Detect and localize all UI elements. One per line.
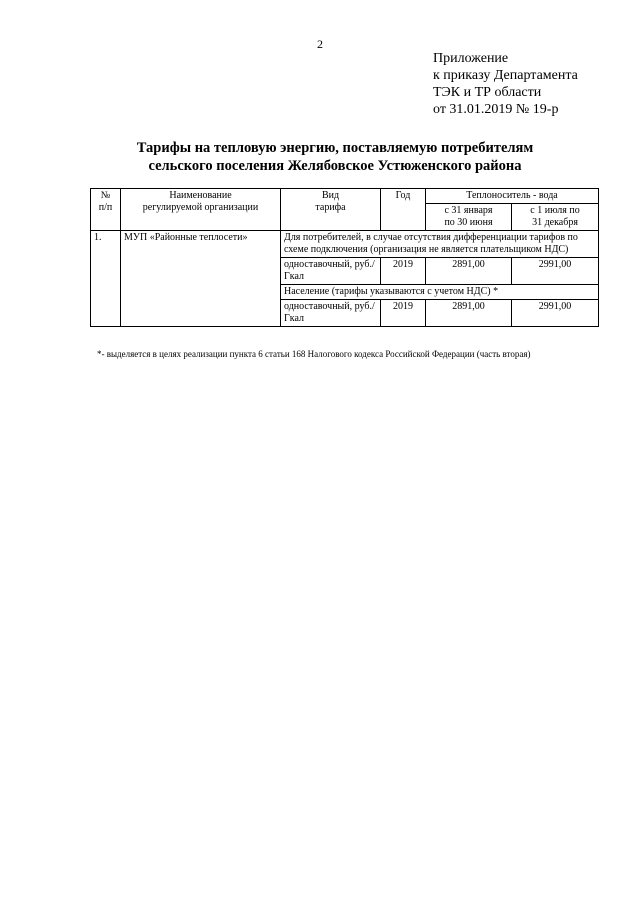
appendix-line-1: Приложение xyxy=(433,51,509,66)
group-2-year: 2019 xyxy=(381,300,426,327)
header-carrier: Теплоноситель - вода xyxy=(426,189,599,204)
appendix-line-3: ТЭК и ТР области xyxy=(433,85,542,100)
row-num: 1. xyxy=(91,231,121,327)
title-line-1: Тарифы на тепловую энергию, поставляемую потребителям xyxy=(136,140,534,156)
header-org: Наименование регулируемой организации xyxy=(121,189,281,231)
group-2-value-1: 2891,00 xyxy=(426,300,512,327)
appendix-line-2: к приказу Департамента xyxy=(433,68,578,83)
header-period-2: с 1 июля по 31 декабря xyxy=(512,204,599,231)
document-title xyxy=(80,139,590,175)
table-row xyxy=(91,231,599,258)
group-2-label: Население (тарифы указываются с учетом НДС) * xyxy=(281,285,599,300)
appendix-line-4: от 31.01.2019 № 19-р xyxy=(433,102,559,117)
group-2-tariff: одноставочный, руб./Гкал xyxy=(281,300,381,327)
group-1-value-1: 2891,00 xyxy=(426,258,512,285)
table-header-row xyxy=(91,189,599,204)
group-2-value-2: 2991,00 xyxy=(512,300,599,327)
group-1-label: Для потребителей, в случае отсутствия дифференциации тарифов по схеме подключения (организация не является плательщиком НДС) xyxy=(281,231,599,258)
header-period-1: с 31 января по 30 июня xyxy=(426,204,512,231)
group-1-value-2: 2991,00 xyxy=(512,258,599,285)
header-num: № п/п xyxy=(91,189,121,231)
page-number: 2 xyxy=(317,37,323,51)
header-tariff-type: Вид тарифа xyxy=(281,189,381,231)
title-line-2: сельского поселения Желябовское Устюженского района xyxy=(148,158,522,174)
appendix-header xyxy=(433,50,623,118)
footnote: *- выделяется в целях реализации пункта 6 статьи 168 Налогового кодекса Российской Федерации (часть вторая) xyxy=(97,349,531,359)
header-year: Год xyxy=(381,189,426,231)
row-org: МУП «Районные теплосети» xyxy=(121,231,281,327)
group-1-tariff: одноставочный, руб./Гкал xyxy=(281,258,381,285)
tariff-table xyxy=(90,188,599,327)
group-1-year: 2019 xyxy=(381,258,426,285)
